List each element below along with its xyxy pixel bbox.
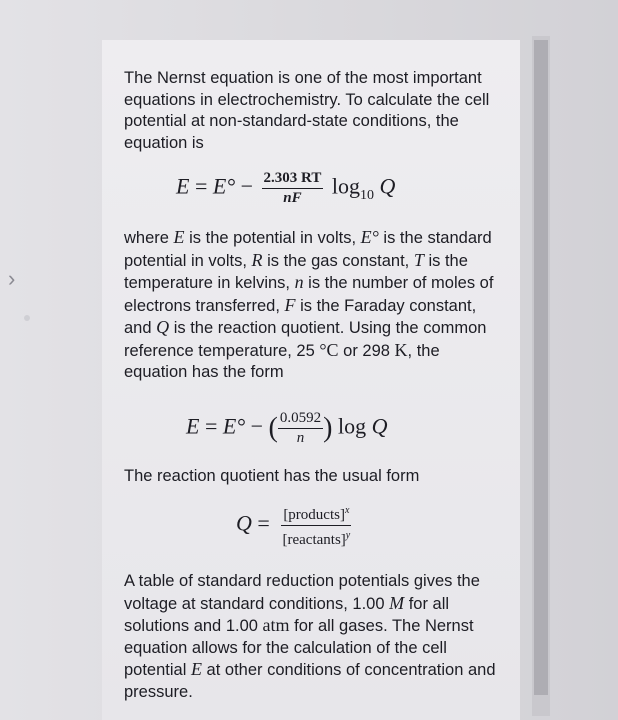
nernst-equation-298k [186,410,387,447]
eq3-equals: = [257,510,270,536]
eq2-denominator: n [296,430,305,446]
chevron-right-icon[interactable]: › [8,266,16,291]
eq1-lhs: E [176,173,190,199]
intro-paragraph: The Nernst equation is one of the most important equations in electrochemistry. To calculate the cell potential at non-standard-state conditions, the equation is [124,69,490,152]
eq2-lhs: E [186,413,200,439]
eq3-fraction [281,502,351,549]
eq2-fraction [278,410,323,447]
eq1-numerator: 2.303 RT [262,170,324,189]
closing-paragraph: A table of standard reduction potentials gives the voltage at standard conditions, 1.00 M for all solutions and 1.00 atm for all gases. The Nernst equation allows for the calculation of the cell potential E at other conditions of concentration and pressure. [124,572,496,701]
eq1-fraction [262,170,324,207]
scrollbar-thumb[interactable] [534,40,548,695]
eq1-equals: = [194,173,208,199]
eq1-q: Q [379,173,396,199]
nernst-equation [176,170,395,207]
eq3-numerator: [products]$^x$ [281,502,351,526]
eq2-open-paren: ( [268,412,278,444]
eq2-close-paren: ) [323,412,333,444]
eq2-log: log [337,413,367,439]
eq2-numerator: 0.0592 [278,410,323,429]
eq1-log-sub: 10 [359,187,374,203]
eq3-denominator: [reactants]$^y$ [282,530,351,548]
eq1-minus: − [240,173,254,199]
eq2-minus: − [250,413,264,439]
eq2-e-standard: E° [222,413,246,439]
eq2-equals: = [204,413,218,439]
definitions-paragraph: where E is the potential in volts, E° is the standard potential in volts, R is the gas constant, T is the temperature in kelvins, n is the number of moles of electrons transferred, F is the Faraday constant, and Q is the reaction quotient. Using the common reference temperature, 25 °C or 298 K, the equation has the form [124,227,494,381]
eq1-e-standard: E° [212,173,236,199]
eq2-q: Q [371,413,388,439]
reaction-quotient-equation [236,502,354,549]
eq1-denominator: nF [283,190,302,206]
quotient-intro: The reaction quotient has the usual form [124,467,420,485]
eq3-lhs: Q [236,510,252,536]
dot-marker [24,315,30,321]
eq1-log: log [331,173,360,199]
